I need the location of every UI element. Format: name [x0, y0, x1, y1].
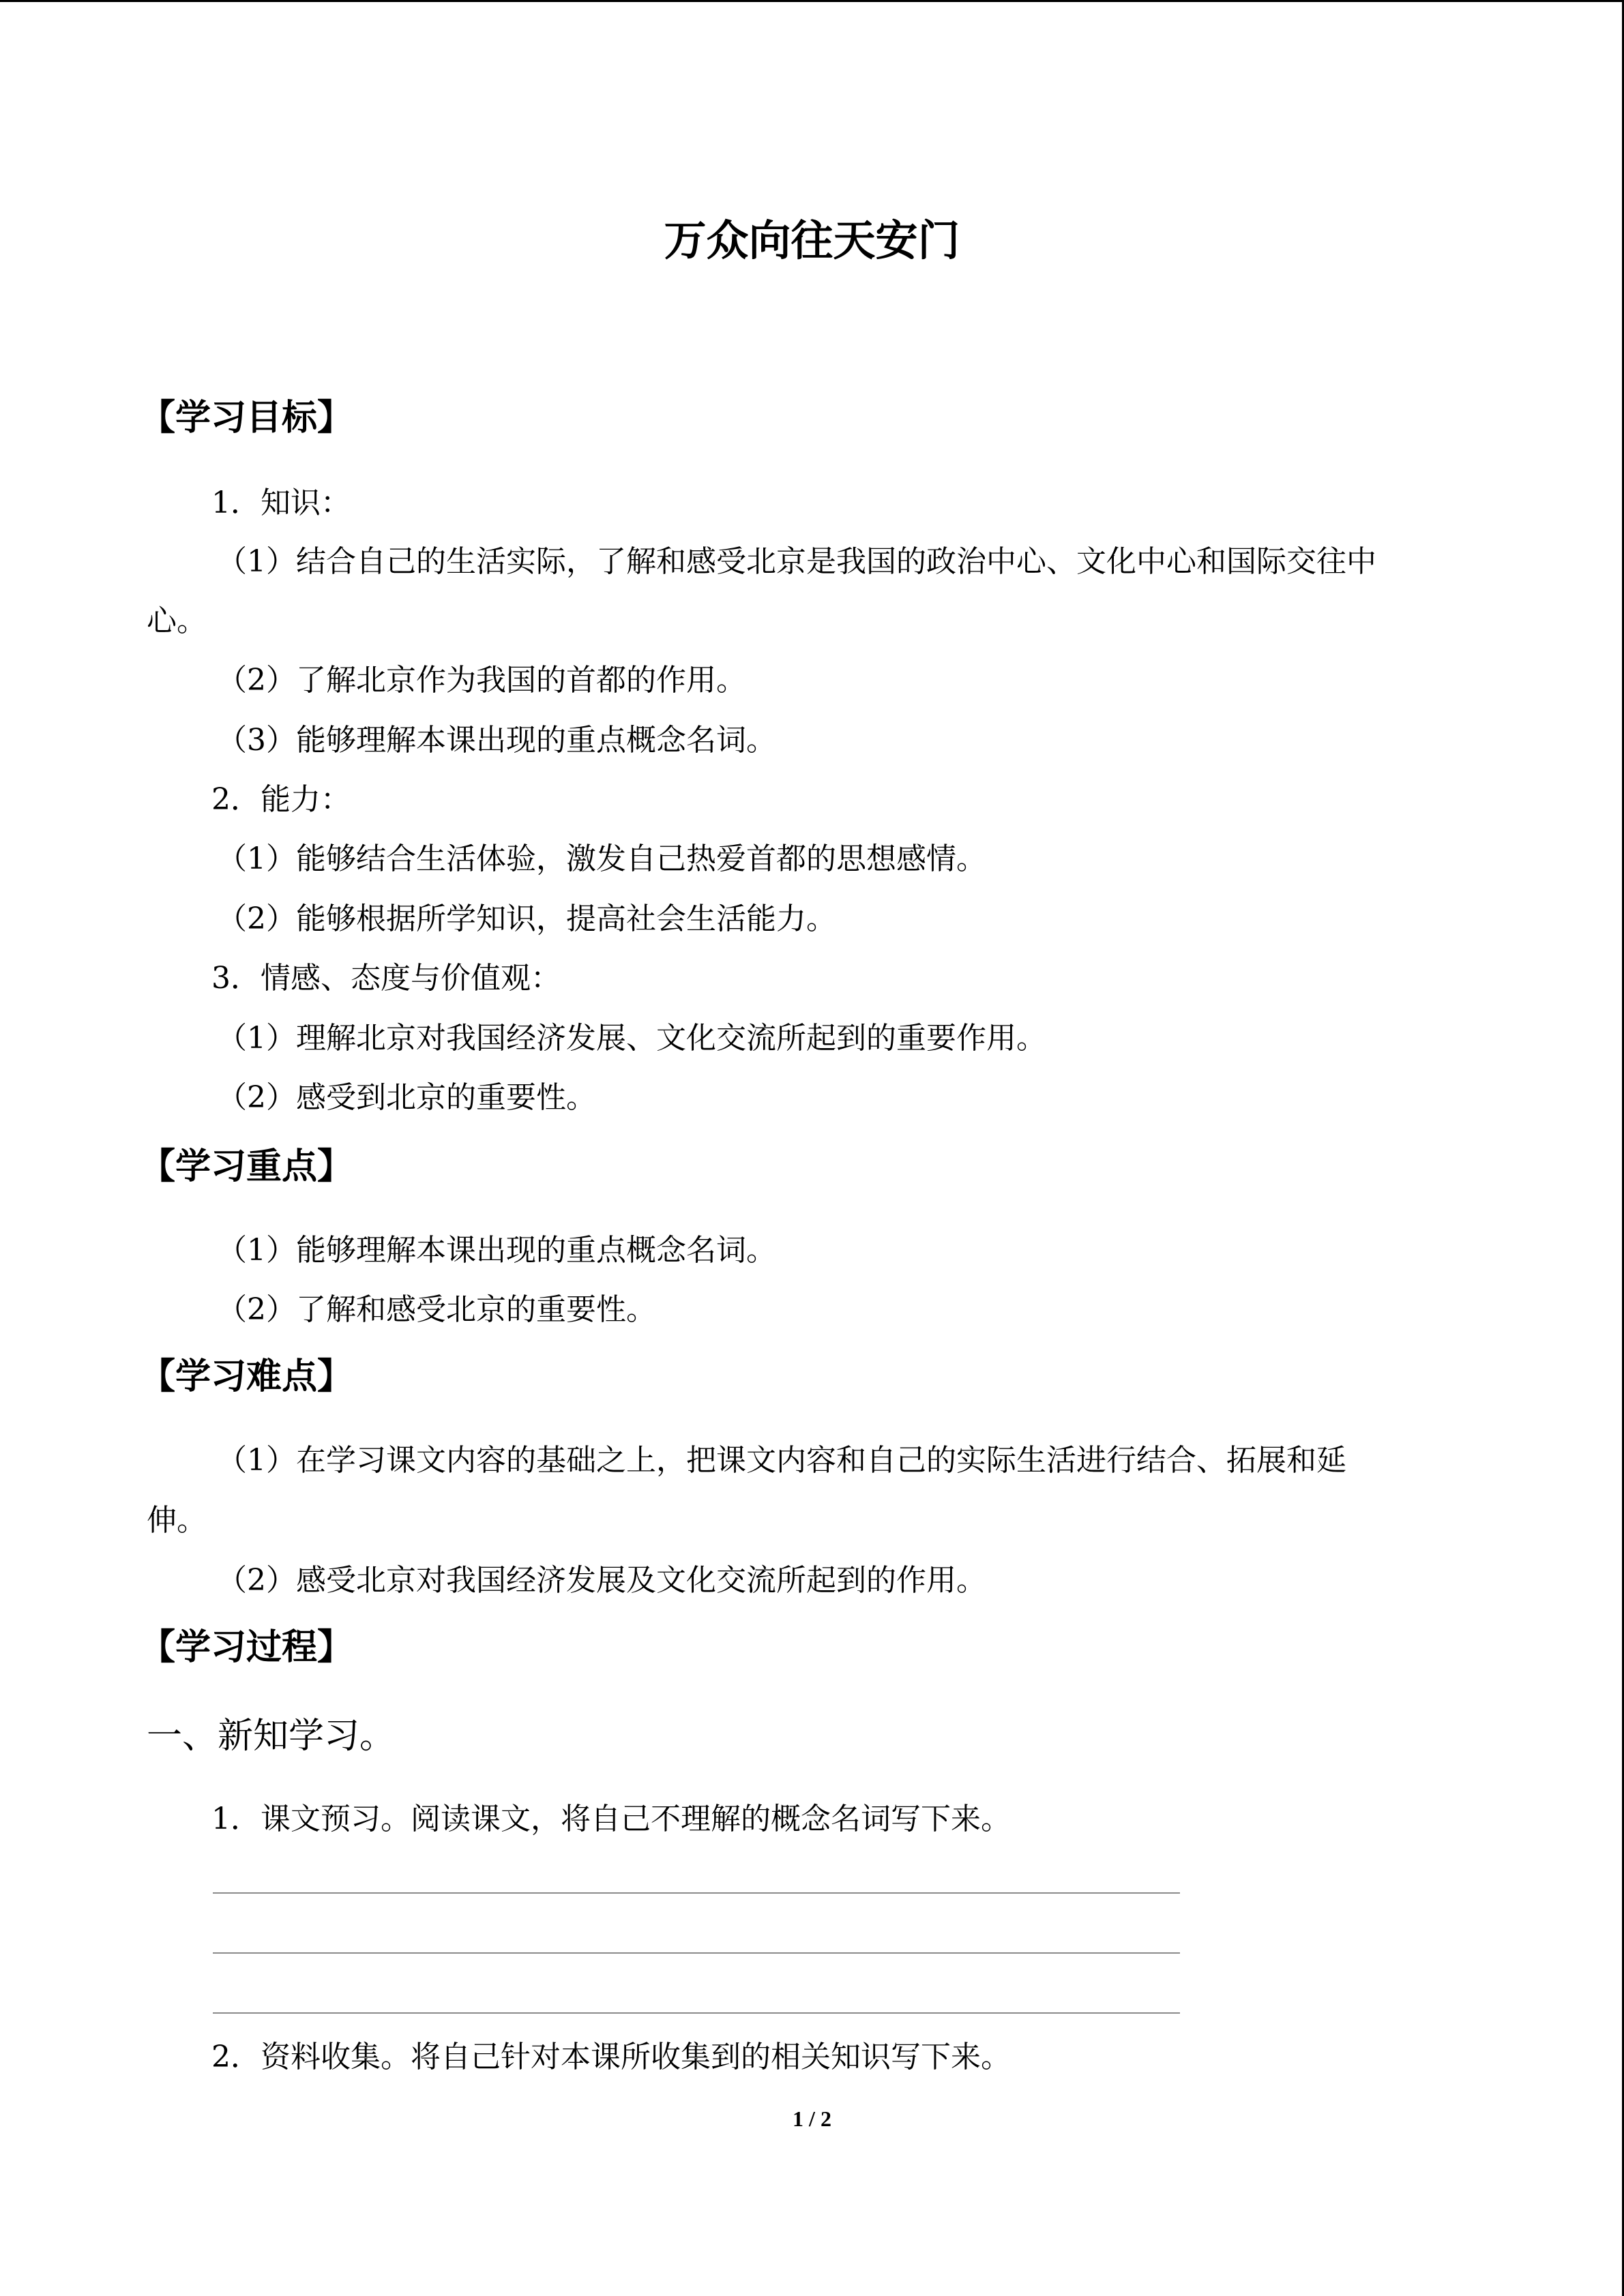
difficulty-item-1: （1）在学习课文内容的基础之上，把课文内容和自己的实际生活进行结合、拓展和延 — [217, 1443, 1346, 1478]
key-points-heading: 【学习重点】 — [140, 1146, 353, 1187]
answer-line[interactable] — [213, 1952, 1180, 1954]
task-1: 1．课文预习。阅读课文，将自己不理解的概念名词写下来。 — [211, 1802, 1011, 1836]
ability-label: 2．能力： — [211, 782, 351, 817]
knowledge-item-1: （1）结合自己的生活实际，了解和感受北京是我国的政治中心、文化中心和国际交往中 — [217, 544, 1376, 579]
task-2: 2．资料收集。将自己针对本课所收集到的相关知识写下来。 — [211, 2040, 1011, 2074]
knowledge-item-2: （2）了解北京作为我国的首都的作用。 — [217, 663, 746, 698]
knowledge-item-1-continued: 心。 — [147, 603, 207, 638]
emotion-item-2: （2）感受到北京的重要性。 — [217, 1080, 596, 1115]
knowledge-item-3: （3）能够理解本课出现的重点概念名词。 — [217, 723, 776, 758]
goals-heading: 【学习目标】 — [140, 398, 353, 438]
difficulties-heading: 【学习难点】 — [140, 1356, 353, 1397]
key-point-item-2: （2）了解和感受北京的重要性。 — [217, 1292, 656, 1327]
knowledge-label: 1．知识： — [211, 486, 351, 520]
answer-line[interactable] — [213, 1892, 1180, 1894]
ability-item-1: （1）能够结合生活体验，激发自己热爱首都的思想感情。 — [217, 841, 986, 876]
key-point-item-1: （1）能够理解本课出现的重点概念名词。 — [217, 1233, 776, 1268]
process-heading: 【学习过程】 — [140, 1627, 353, 1668]
emotion-item-1: （1）理解北京对我国经济发展、文化交流所起到的重要作用。 — [217, 1021, 1046, 1056]
new-knowledge-title: 一、新知学习。 — [147, 1716, 396, 1757]
difficulty-item-2: （2）感受北京对我国经济发展及文化交流所起到的作用。 — [217, 1563, 986, 1598]
page-number: 1 / 2 — [793, 2106, 831, 2131]
page-title: 万众向往天安门 — [664, 215, 960, 265]
ability-item-2: （2）能够根据所学知识，提高社会生活能力。 — [217, 901, 836, 936]
answer-line[interactable] — [213, 2012, 1180, 2014]
page-border-top — [0, 0, 1624, 2]
difficulty-item-1-continued: 伸。 — [147, 1503, 207, 1538]
emotion-label: 3．情感、态度与价值观： — [211, 961, 561, 996]
